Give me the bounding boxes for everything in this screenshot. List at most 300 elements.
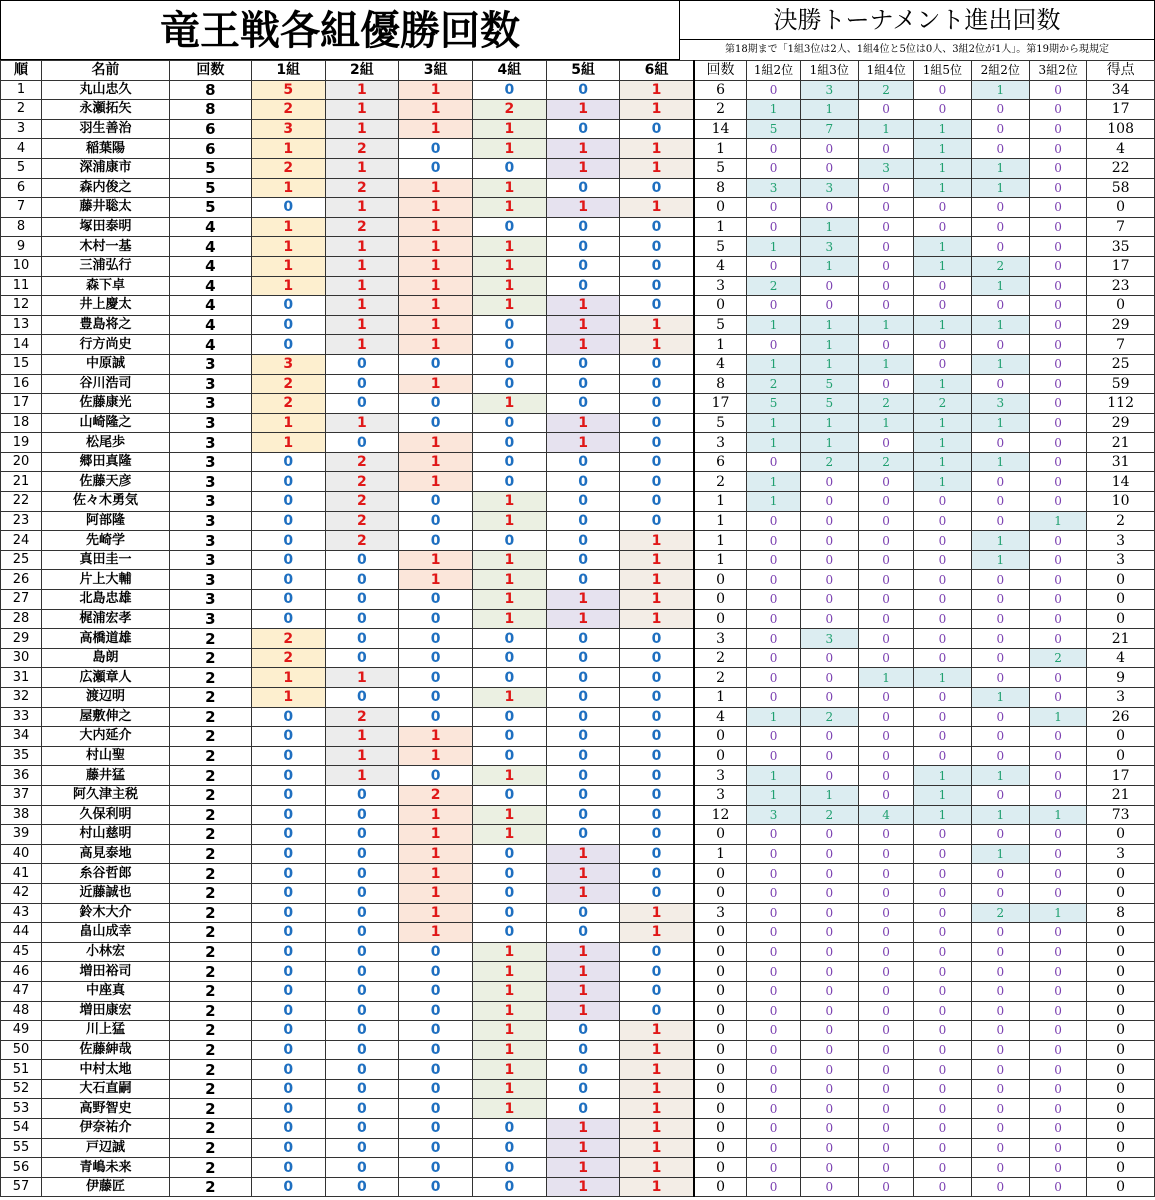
finals-col4-cell[interactable]: 0 (914, 688, 971, 708)
group1-cell[interactable]: 0 (251, 1079, 325, 1099)
finals-col1-cell[interactable]: 0 (747, 511, 800, 531)
group2-cell[interactable]: 2 (325, 139, 399, 159)
group3-cell[interactable]: 0 (399, 648, 473, 668)
group2-cell[interactable]: 2 (325, 707, 399, 727)
group3-cell[interactable]: 1 (399, 727, 473, 747)
finals-col3-cell[interactable]: 0 (858, 276, 913, 296)
group4-cell[interactable]: 0 (473, 217, 547, 237)
group4-cell[interactable]: 0 (473, 335, 547, 355)
finals-col1-cell[interactable]: 0 (747, 1177, 800, 1197)
finals-count-cell[interactable]: 14 (694, 119, 747, 139)
group4-cell[interactable]: 1 (473, 1001, 547, 1021)
finals-col2-cell[interactable]: 3 (800, 237, 858, 257)
finals-col6-cell[interactable]: 0 (1029, 100, 1086, 120)
finals-count-cell[interactable]: 0 (694, 883, 747, 903)
rank-cell[interactable]: 28 (1, 609, 42, 629)
finals-col1-cell[interactable]: 0 (747, 1138, 800, 1158)
group1-cell[interactable]: 0 (251, 1138, 325, 1158)
rank-cell[interactable]: 13 (1, 315, 42, 335)
finals-col3-cell[interactable]: 0 (858, 746, 913, 766)
name-cell[interactable]: 佐藤天彦 (41, 472, 169, 492)
group3-cell[interactable]: 1 (399, 825, 473, 845)
finals-col4-cell[interactable]: 0 (914, 550, 971, 570)
rank-cell[interactable]: 38 (1, 805, 42, 825)
group3-cell[interactable]: 1 (399, 217, 473, 237)
finals-col2-cell[interactable]: 0 (800, 864, 858, 884)
finals-col2-cell[interactable]: 1 (800, 315, 858, 335)
win-count-cell[interactable]: 2 (169, 805, 251, 825)
group5-cell[interactable]: 0 (546, 707, 620, 727)
finals-col3-cell[interactable]: 1 (858, 315, 913, 335)
finals-col1-cell[interactable]: 1 (747, 315, 800, 335)
group3-cell[interactable]: 1 (399, 178, 473, 198)
finals-col3-cell[interactable]: 0 (858, 1021, 913, 1041)
finals-count-cell[interactable]: 3 (694, 629, 747, 649)
group4-cell[interactable]: 1 (473, 139, 547, 159)
finals-col4-cell[interactable]: 0 (914, 570, 971, 590)
win-count-cell[interactable]: 2 (169, 844, 251, 864)
finals-col3-cell[interactable]: 2 (858, 452, 913, 472)
finals-col5-cell[interactable]: 0 (971, 942, 1029, 962)
finals-col3-cell[interactable]: 0 (858, 256, 913, 276)
finals-col5-cell[interactable]: 1 (971, 413, 1029, 433)
finals-col1-cell[interactable]: 1 (747, 785, 800, 805)
group5-cell[interactable]: 0 (546, 80, 620, 100)
name-cell[interactable]: 松尾歩 (41, 433, 169, 453)
rank-cell[interactable]: 11 (1, 276, 42, 296)
group4-cell[interactable]: 0 (473, 433, 547, 453)
group3-cell[interactable]: 0 (399, 668, 473, 688)
rank-cell[interactable]: 24 (1, 531, 42, 551)
group3-cell[interactable]: 0 (399, 354, 473, 374)
group5-cell[interactable]: 1 (546, 315, 620, 335)
group3-cell[interactable]: 0 (399, 590, 473, 610)
finals-col5-cell[interactable]: 0 (971, 785, 1029, 805)
finals-col3-cell[interactable]: 0 (858, 629, 913, 649)
win-count-cell[interactable]: 4 (169, 237, 251, 257)
finals-col3-cell[interactable]: 0 (858, 335, 913, 355)
rank-cell[interactable]: 36 (1, 766, 42, 786)
finals-count-cell[interactable]: 0 (694, 981, 747, 1001)
finals-col4-cell[interactable]: 0 (914, 1060, 971, 1080)
finals-col6-cell[interactable]: 0 (1029, 119, 1086, 139)
finals-count-cell[interactable]: 8 (694, 178, 747, 198)
group3-cell[interactable]: 0 (399, 1001, 473, 1021)
finals-col3-cell[interactable]: 0 (858, 1138, 913, 1158)
finals-col2-cell[interactable]: 0 (800, 1079, 858, 1099)
name-cell[interactable]: 豊島将之 (41, 315, 169, 335)
finals-col2-cell[interactable]: 1 (800, 256, 858, 276)
score-cell[interactable]: 0 (1087, 609, 1155, 629)
win-count-cell[interactable]: 2 (169, 1079, 251, 1099)
finals-col1-cell[interactable]: 0 (747, 531, 800, 551)
win-count-cell[interactable]: 2 (169, 1060, 251, 1080)
finals-col6-cell[interactable]: 0 (1029, 981, 1086, 1001)
group4-cell[interactable]: 0 (473, 668, 547, 688)
group1-cell[interactable]: 0 (251, 923, 325, 943)
rank-cell[interactable]: 25 (1, 550, 42, 570)
rank-cell[interactable]: 55 (1, 1138, 42, 1158)
win-count-cell[interactable]: 2 (169, 864, 251, 884)
win-count-cell[interactable]: 2 (169, 1099, 251, 1119)
score-cell[interactable]: 0 (1087, 1060, 1155, 1080)
finals-col4-cell[interactable]: 1 (914, 668, 971, 688)
win-count-cell[interactable]: 2 (169, 942, 251, 962)
group4-cell[interactable]: 1 (473, 825, 547, 845)
finals-col4-cell[interactable]: 1 (914, 374, 971, 394)
rank-cell[interactable]: 46 (1, 962, 42, 982)
group4-cell[interactable]: 0 (473, 864, 547, 884)
group6-cell[interactable]: 0 (620, 452, 694, 472)
rank-cell[interactable]: 20 (1, 452, 42, 472)
group3-cell[interactable]: 0 (399, 139, 473, 159)
group3-cell[interactable]: 1 (399, 198, 473, 218)
finals-col4-cell[interactable]: 0 (914, 923, 971, 943)
rank-cell[interactable]: 45 (1, 942, 42, 962)
group3-cell[interactable]: 0 (399, 766, 473, 786)
finals-col2-cell[interactable]: 0 (800, 1158, 858, 1178)
finals-col1-cell[interactable]: 0 (747, 452, 800, 472)
name-cell[interactable]: 谷川浩司 (41, 374, 169, 394)
group2-cell[interactable]: 0 (325, 805, 399, 825)
finals-col5-cell[interactable]: 0 (971, 1040, 1029, 1060)
finals-col2-cell[interactable]: 2 (800, 452, 858, 472)
finals-count-cell[interactable]: 0 (694, 1079, 747, 1099)
finals-count-cell[interactable]: 3 (694, 433, 747, 453)
finals-col5-cell[interactable]: 1 (971, 805, 1029, 825)
group1-cell[interactable]: 0 (251, 825, 325, 845)
finals-col3-cell[interactable]: 0 (858, 472, 913, 492)
finals-col1-cell[interactable]: 3 (747, 805, 800, 825)
finals-col2-cell[interactable]: 0 (800, 923, 858, 943)
finals-col6-cell[interactable]: 0 (1029, 1099, 1086, 1119)
finals-col4-cell[interactable]: 0 (914, 354, 971, 374)
finals-col5-cell[interactable]: 0 (971, 1021, 1029, 1041)
group1-cell[interactable]: 1 (251, 668, 325, 688)
group3-cell[interactable]: 0 (399, 688, 473, 708)
finals-col4-cell[interactable]: 0 (914, 296, 971, 316)
finals-col3-cell[interactable]: 0 (858, 492, 913, 512)
finals-col5-cell[interactable]: 1 (971, 766, 1029, 786)
group2-cell[interactable]: 0 (325, 1079, 399, 1099)
score-cell[interactable]: 23 (1087, 276, 1155, 296)
name-cell[interactable]: 行方尚史 (41, 335, 169, 355)
finals-col1-cell[interactable]: 0 (747, 844, 800, 864)
score-cell[interactable]: 4 (1087, 139, 1155, 159)
finals-col4-cell[interactable]: 0 (914, 864, 971, 884)
finals-col6-cell[interactable]: 0 (1029, 256, 1086, 276)
score-cell[interactable]: 0 (1087, 1177, 1155, 1197)
group5-cell[interactable]: 1 (546, 296, 620, 316)
finals-col1-cell[interactable]: 0 (747, 981, 800, 1001)
rank-cell[interactable]: 41 (1, 864, 42, 884)
finals-col6-cell[interactable]: 0 (1029, 531, 1086, 551)
finals-col4-cell[interactable]: 1 (914, 139, 971, 159)
finals-count-cell[interactable]: 2 (694, 472, 747, 492)
group5-cell[interactable]: 1 (546, 198, 620, 218)
finals-col1-cell[interactable]: 2 (747, 374, 800, 394)
finals-col5-cell[interactable]: 0 (971, 629, 1029, 649)
group4-cell[interactable]: 1 (473, 590, 547, 610)
finals-col1-cell[interactable]: 1 (747, 492, 800, 512)
group4-cell[interactable]: 1 (473, 511, 547, 531)
finals-col5-cell[interactable]: 0 (971, 727, 1029, 747)
group1-cell[interactable]: 0 (251, 1040, 325, 1060)
rank-cell[interactable]: 10 (1, 256, 42, 276)
name-cell[interactable]: 郷田真隆 (41, 452, 169, 472)
name-cell[interactable]: 稲葉陽 (41, 139, 169, 159)
finals-col5-cell[interactable]: 2 (971, 256, 1029, 276)
score-cell[interactable]: 17 (1087, 100, 1155, 120)
group5-cell[interactable]: 0 (546, 1021, 620, 1041)
group6-cell[interactable]: 1 (620, 609, 694, 629)
group2-cell[interactable]: 0 (325, 981, 399, 1001)
group1-cell[interactable]: 0 (251, 492, 325, 512)
group1-cell[interactable]: 1 (251, 139, 325, 159)
finals-col6-cell[interactable]: 0 (1029, 217, 1086, 237)
finals-col6-cell[interactable]: 0 (1029, 590, 1086, 610)
group5-cell[interactable]: 0 (546, 668, 620, 688)
finals-col4-cell[interactable]: 0 (914, 100, 971, 120)
finals-col3-cell[interactable]: 0 (858, 883, 913, 903)
group3-cell[interactable]: 0 (399, 962, 473, 982)
finals-col5-cell[interactable]: 0 (971, 139, 1029, 159)
win-count-cell[interactable]: 2 (169, 707, 251, 727)
finals-count-cell[interactable]: 6 (694, 80, 747, 100)
finals-col5-cell[interactable]: 0 (971, 923, 1029, 943)
finals-count-cell[interactable]: 0 (694, 923, 747, 943)
finals-col1-cell[interactable]: 0 (747, 590, 800, 610)
group6-cell[interactable]: 0 (620, 472, 694, 492)
group3-cell[interactable]: 1 (399, 805, 473, 825)
group5-cell[interactable]: 1 (546, 433, 620, 453)
group3-cell[interactable]: 1 (399, 256, 473, 276)
group2-cell[interactable]: 0 (325, 354, 399, 374)
finals-col2-cell[interactable]: 0 (800, 1119, 858, 1139)
finals-col4-cell[interactable]: 0 (914, 335, 971, 355)
finals-col4-cell[interactable]: 0 (914, 883, 971, 903)
rank-cell[interactable]: 56 (1, 1158, 42, 1178)
group6-cell[interactable]: 0 (620, 981, 694, 1001)
group3-cell[interactable]: 1 (399, 433, 473, 453)
group5-cell[interactable]: 0 (546, 629, 620, 649)
group6-cell[interactable]: 0 (620, 374, 694, 394)
rank-cell[interactable]: 30 (1, 648, 42, 668)
group2-cell[interactable]: 0 (325, 785, 399, 805)
finals-col6-cell[interactable]: 0 (1029, 766, 1086, 786)
group5-cell[interactable]: 0 (546, 217, 620, 237)
score-cell[interactable]: 0 (1087, 883, 1155, 903)
finals-col2-cell[interactable]: 0 (800, 1021, 858, 1041)
score-cell[interactable]: 21 (1087, 433, 1155, 453)
group4-cell[interactable]: 0 (473, 727, 547, 747)
finals-col3-cell[interactable]: 0 (858, 1158, 913, 1178)
name-cell[interactable]: 塚田泰明 (41, 217, 169, 237)
group3-cell[interactable]: 0 (399, 707, 473, 727)
group4-cell[interactable]: 0 (473, 648, 547, 668)
score-cell[interactable]: 34 (1087, 80, 1155, 100)
group1-cell[interactable]: 0 (251, 472, 325, 492)
group5-cell[interactable]: 0 (546, 1060, 620, 1080)
finals-col3-cell[interactable]: 0 (858, 570, 913, 590)
finals-col6-cell[interactable]: 1 (1029, 707, 1086, 727)
group5-cell[interactable]: 1 (546, 864, 620, 884)
group6-cell[interactable]: 0 (620, 766, 694, 786)
finals-col6-cell[interactable]: 0 (1029, 746, 1086, 766)
win-count-cell[interactable]: 3 (169, 609, 251, 629)
group1-cell[interactable]: 0 (251, 903, 325, 923)
group1-cell[interactable]: 1 (251, 276, 325, 296)
name-cell[interactable]: 阿部隆 (41, 511, 169, 531)
finals-col4-cell[interactable]: 1 (914, 158, 971, 178)
finals-col4-cell[interactable]: 0 (914, 1158, 971, 1178)
finals-col6-cell[interactable]: 0 (1029, 923, 1086, 943)
group6-cell[interactable]: 1 (620, 100, 694, 120)
name-cell[interactable]: 高見泰地 (41, 844, 169, 864)
group3-cell[interactable]: 0 (399, 1021, 473, 1041)
win-count-cell[interactable]: 4 (169, 296, 251, 316)
rank-cell[interactable]: 48 (1, 1001, 42, 1021)
finals-col1-cell[interactable]: 0 (747, 688, 800, 708)
group3-cell[interactable]: 1 (399, 923, 473, 943)
group1-cell[interactable]: 0 (251, 1158, 325, 1178)
group4-cell[interactable]: 0 (473, 883, 547, 903)
finals-col3-cell[interactable]: 0 (858, 609, 913, 629)
finals-col5-cell[interactable]: 0 (971, 198, 1029, 218)
finals-col4-cell[interactable]: 1 (914, 315, 971, 335)
finals-col3-cell[interactable]: 2 (858, 394, 913, 414)
header-g1-3rd[interactable]: 1組3位 (800, 61, 858, 81)
group6-cell[interactable]: 1 (620, 1060, 694, 1080)
finals-col3-cell[interactable]: 0 (858, 237, 913, 257)
group6-cell[interactable]: 1 (620, 158, 694, 178)
finals-col2-cell[interactable]: 5 (800, 394, 858, 414)
group2-cell[interactable]: 1 (325, 413, 399, 433)
score-cell[interactable]: 0 (1087, 1021, 1155, 1041)
name-cell[interactable]: 伊奈祐介 (41, 1119, 169, 1139)
name-cell[interactable]: 大石直嗣 (41, 1079, 169, 1099)
header-group5[interactable]: 5組 (546, 61, 620, 81)
finals-col6-cell[interactable]: 0 (1029, 492, 1086, 512)
group1-cell[interactable]: 0 (251, 883, 325, 903)
finals-col5-cell[interactable]: 0 (971, 374, 1029, 394)
group5-cell[interactable]: 1 (546, 942, 620, 962)
win-count-cell[interactable]: 3 (169, 590, 251, 610)
win-count-cell[interactable]: 3 (169, 413, 251, 433)
group1-cell[interactable]: 0 (251, 1060, 325, 1080)
rank-cell[interactable]: 32 (1, 688, 42, 708)
group2-cell[interactable]: 0 (325, 1021, 399, 1041)
win-count-cell[interactable]: 3 (169, 433, 251, 453)
group6-cell[interactable]: 0 (620, 648, 694, 668)
name-cell[interactable]: 糸谷哲郎 (41, 864, 169, 884)
group3-cell[interactable]: 1 (399, 296, 473, 316)
finals-col3-cell[interactable]: 0 (858, 217, 913, 237)
finals-count-cell[interactable]: 0 (694, 1021, 747, 1041)
group5-cell[interactable]: 1 (546, 139, 620, 159)
finals-col5-cell[interactable]: 0 (971, 962, 1029, 982)
group4-cell[interactable]: 1 (473, 766, 547, 786)
group6-cell[interactable]: 1 (620, 903, 694, 923)
name-cell[interactable]: 大内延介 (41, 727, 169, 747)
win-count-cell[interactable]: 6 (169, 119, 251, 139)
group4-cell[interactable]: 0 (473, 374, 547, 394)
finals-col4-cell[interactable]: 0 (914, 707, 971, 727)
name-cell[interactable]: 先崎学 (41, 531, 169, 551)
finals-col5-cell[interactable]: 1 (971, 80, 1029, 100)
group2-cell[interactable]: 0 (325, 903, 399, 923)
finals-col4-cell[interactable]: 1 (914, 452, 971, 472)
group3-cell[interactable]: 0 (399, 1079, 473, 1099)
group2-cell[interactable]: 0 (325, 1099, 399, 1119)
win-count-cell[interactable]: 2 (169, 648, 251, 668)
win-count-cell[interactable]: 3 (169, 550, 251, 570)
rank-cell[interactable]: 15 (1, 354, 42, 374)
finals-col1-cell[interactable]: 0 (747, 1021, 800, 1041)
finals-col6-cell[interactable]: 0 (1029, 1138, 1086, 1158)
group1-cell[interactable]: 0 (251, 746, 325, 766)
finals-col6-cell[interactable]: 0 (1029, 237, 1086, 257)
finals-col2-cell[interactable]: 0 (800, 962, 858, 982)
finals-col5-cell[interactable]: 0 (971, 119, 1029, 139)
finals-col5-cell[interactable]: 0 (971, 570, 1029, 590)
finals-col4-cell[interactable]: 1 (914, 805, 971, 825)
group4-cell[interactable]: 0 (473, 80, 547, 100)
finals-count-cell[interactable]: 0 (694, 1099, 747, 1119)
group1-cell[interactable]: 0 (251, 531, 325, 551)
finals-count-cell[interactable]: 5 (694, 413, 747, 433)
score-cell[interactable]: 17 (1087, 766, 1155, 786)
group2-cell[interactable]: 0 (325, 962, 399, 982)
finals-col4-cell[interactable]: 0 (914, 903, 971, 923)
group5-cell[interactable]: 0 (546, 785, 620, 805)
header-g2-2nd[interactable]: 2組2位 (971, 61, 1029, 81)
rank-cell[interactable]: 16 (1, 374, 42, 394)
finals-col1-cell[interactable]: 0 (747, 648, 800, 668)
group3-cell[interactable]: 1 (399, 119, 473, 139)
finals-count-cell[interactable]: 1 (694, 688, 747, 708)
finals-col1-cell[interactable]: 5 (747, 394, 800, 414)
finals-col1-cell[interactable]: 0 (747, 1060, 800, 1080)
finals-col6-cell[interactable]: 0 (1029, 139, 1086, 159)
finals-col3-cell[interactable]: 1 (858, 668, 913, 688)
finals-count-cell[interactable]: 2 (694, 668, 747, 688)
finals-col4-cell[interactable]: 0 (914, 648, 971, 668)
group2-cell[interactable]: 2 (325, 511, 399, 531)
group3-cell[interactable]: 2 (399, 785, 473, 805)
group3-cell[interactable]: 0 (399, 158, 473, 178)
group6-cell[interactable]: 0 (620, 433, 694, 453)
group4-cell[interactable]: 0 (473, 1119, 547, 1139)
finals-col2-cell[interactable]: 0 (800, 942, 858, 962)
name-cell[interactable]: 鈴木大介 (41, 903, 169, 923)
group2-cell[interactable]: 1 (325, 766, 399, 786)
rank-cell[interactable]: 5 (1, 158, 42, 178)
group1-cell[interactable]: 3 (251, 119, 325, 139)
finals-count-cell[interactable]: 0 (694, 746, 747, 766)
group1-cell[interactable]: 1 (251, 433, 325, 453)
win-count-cell[interactable]: 2 (169, 1040, 251, 1060)
score-cell[interactable]: 3 (1087, 844, 1155, 864)
score-cell[interactable]: 26 (1087, 707, 1155, 727)
group5-cell[interactable]: 1 (546, 1138, 620, 1158)
win-count-cell[interactable]: 2 (169, 746, 251, 766)
finals-col2-cell[interactable]: 0 (800, 727, 858, 747)
win-count-cell[interactable]: 5 (169, 158, 251, 178)
win-count-cell[interactable]: 2 (169, 1138, 251, 1158)
group2-cell[interactable]: 1 (325, 727, 399, 747)
finals-col6-cell[interactable]: 1 (1029, 903, 1086, 923)
